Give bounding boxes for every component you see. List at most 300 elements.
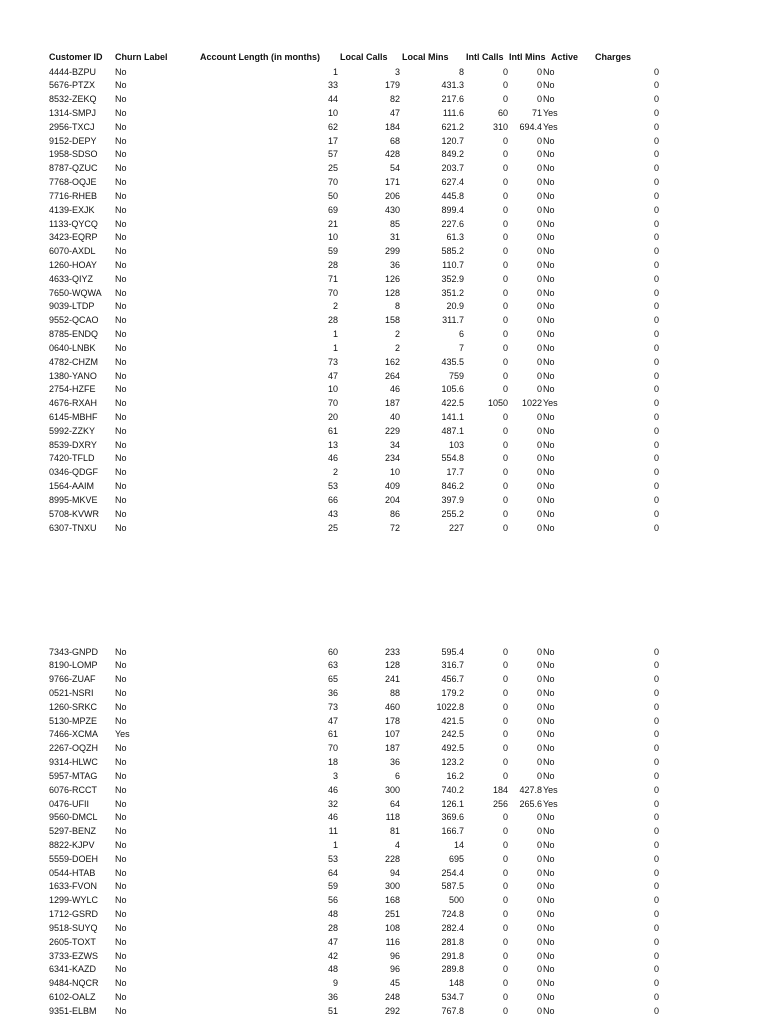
cell-intl-active: No [543,80,555,91]
cell-intl-mins: 0 [536,522,542,533]
cell-customer-id: 1260-HOAY [49,259,97,270]
cell-churn-label: No [115,674,127,685]
cell-customer-id: 1712-GSRD [49,909,99,920]
cell-churn-label: No [115,895,127,906]
cell-local-calls: 300 [384,784,400,795]
table-row [0,715,768,728]
cell-local-calls: 179 [384,80,400,91]
cell-intl-active: No [543,895,555,906]
cell-intl-active: No [543,674,555,685]
table-row [0,936,768,949]
cell-intl-mins: 0 [536,978,542,989]
cell-intl-active: No [543,660,555,671]
cell-churn-label: No [115,218,127,229]
cell-local-calls: 36 [389,757,400,768]
cell-intl-active: No [543,867,555,878]
table-row [0,287,768,300]
cell-local-calls: 6 [394,770,400,781]
table-row [0,356,768,369]
cell-churn-label: No [115,287,127,298]
cell-intl-mins: 0 [536,826,542,837]
cell-churn-label: No [115,867,127,878]
cell-account-length: 59 [327,881,338,892]
header-intl-mins: Intl Mins [509,52,546,62]
cell-churn-label: No [115,743,127,754]
cell-churn-label: No [115,384,127,395]
cell-account-length: 43 [327,508,338,519]
table-row [0,466,768,479]
cell-local-mins: 595.4 [441,646,464,657]
cell-intl-mins: 0 [536,687,542,698]
cell-charges: 0 [653,743,659,754]
cell-customer-id: 8995-MKVE [49,494,98,505]
cell-account-length: 47 [327,370,338,381]
cell-churn-label: No [115,646,127,657]
cell-churn-label: No [115,94,127,105]
cell-intl-active: No [543,453,555,464]
cell-charges: 0 [653,826,659,837]
cell-account-length: 18 [327,757,338,768]
cell-intl-calls: 0 [502,701,508,712]
cell-local-calls: 409 [384,481,400,492]
cell-intl-active: No [543,812,555,823]
cell-account-length: 70 [327,743,338,754]
cell-charges: 0 [653,370,659,381]
table-row [0,659,768,672]
cell-customer-id: 9484-NQCR [49,978,99,989]
table-row [0,231,768,244]
cell-local-calls: 47 [389,107,400,118]
cell-intl-mins: 0 [536,190,542,201]
cell-intl-active: No [543,646,555,657]
cell-intl-mins: 0 [536,839,542,850]
table-row [0,245,768,258]
cell-intl-active: No [543,853,555,864]
cell-intl-active: No [543,508,555,519]
cell-local-mins: 254.4 [441,867,464,878]
cell-account-length: 71 [327,273,338,284]
cell-churn-label: No [115,467,127,478]
cell-customer-id: 7650-WQWA [49,287,102,298]
cell-intl-calls: 0 [502,66,508,77]
cell-intl-calls: 0 [502,356,508,367]
cell-local-mins: 352.9 [441,273,464,284]
table-row [0,314,768,327]
cell-intl-calls: 0 [502,301,508,312]
cell-churn-label: No [115,909,127,920]
cell-local-mins: 16.2 [446,770,464,781]
cell-account-length: 47 [327,936,338,947]
cell-intl-mins: 0 [536,259,542,270]
cell-intl-calls: 0 [502,909,508,920]
cell-charges: 0 [653,94,659,105]
cell-account-length: 20 [327,412,338,422]
cell-intl-active: No [543,370,555,381]
header-charges: Charges [595,52,632,62]
cell-charges: 0 [653,246,659,257]
cell-intl-mins: 0 [536,950,542,961]
cell-customer-id: 9152-DEPY [49,135,97,146]
cell-local-mins: 281.8 [441,936,464,947]
cell-intl-active: No [543,687,555,698]
cell-intl-active: No [543,356,555,367]
cell-intl-active: Yes [543,121,558,132]
cell-churn-label: No [115,812,127,823]
cell-churn-label: No [115,412,127,422]
cell-account-length: 32 [327,798,338,809]
cell-intl-mins: 0 [536,94,542,105]
cell-account-length: 1 [332,66,338,77]
cell-churn-label: No [115,149,127,160]
cell-churn-label: Yes [115,729,130,740]
cell-intl-calls: 0 [502,950,508,961]
cell-customer-id: 1380-YANO [49,370,97,381]
cell-intl-mins: 0 [536,412,542,422]
table-row [0,439,768,452]
cell-customer-id: 8532-ZEKQ [49,94,97,105]
cell-intl-active: No [543,287,555,298]
cell-charges: 0 [653,259,659,270]
cell-customer-id: 1133-QYCQ [49,218,98,229]
cell-intl-calls: 0 [502,342,508,353]
cell-customer-id: 2267-OQZH [49,743,99,754]
cell-intl-calls: 0 [502,964,508,975]
table-row [0,894,768,907]
cell-charges: 0 [653,398,659,409]
cell-intl-calls: 0 [502,135,508,146]
cell-customer-id: 2605-TOXT [49,936,96,947]
cell-intl-active: No [543,232,555,243]
cell-intl-mins: 0 [536,922,542,933]
cell-churn-label: No [115,826,127,837]
cell-account-length: 28 [327,315,338,326]
cell-intl-calls: 0 [502,646,508,657]
cell-intl-mins: 0 [536,453,542,464]
cell-intl-mins: 0 [536,936,542,947]
cell-intl-calls: 0 [502,687,508,698]
cell-charges: 0 [653,384,659,395]
cell-charges: 0 [653,481,659,492]
table-row [0,950,768,963]
cell-intl-mins: 0 [536,315,542,326]
table-row [0,383,768,396]
cell-customer-id: 7716-RHEB [49,190,98,201]
cell-customer-id: 7768-OQJE [49,177,97,188]
cell-intl-calls: 0 [502,481,508,492]
cell-account-length: 36 [327,687,338,698]
cell-churn-label: No [115,439,127,450]
cell-intl-mins: 0 [536,232,542,243]
cell-churn-label: No [115,770,127,781]
cell-local-calls: 292 [384,1005,400,1016]
cell-intl-mins: 0 [536,715,542,726]
cell-local-calls: 171 [384,177,400,188]
cell-intl-calls: 0 [502,412,508,422]
cell-charges: 0 [653,895,659,906]
cell-local-calls: 428 [384,149,400,160]
cell-local-mins: 554.8 [441,453,464,464]
cell-account-length: 28 [327,922,338,933]
cell-charges: 0 [653,425,659,436]
cell-intl-active: No [543,770,555,781]
cell-intl-active: Yes [543,107,558,118]
cell-local-calls: 128 [384,660,400,671]
cell-local-calls: 36 [389,259,400,270]
cell-intl-active: No [543,177,555,188]
cell-intl-active: No [543,342,555,353]
cell-intl-calls: 0 [502,757,508,768]
cell-account-length: 50 [327,190,338,201]
cell-customer-id: 8190-LOMP [49,660,98,671]
cell-intl-active: No [543,467,555,478]
cell-account-length: 70 [327,287,338,298]
cell-charges: 0 [653,508,659,519]
table-row [0,135,768,148]
cell-intl-mins: 0 [536,135,542,146]
cell-local-mins: 148 [448,978,464,989]
cell-customer-id: 4444-BZPU [49,66,97,77]
cell-intl-mins: 0 [536,329,542,340]
cell-churn-label: No [115,342,127,353]
cell-charges: 0 [653,467,659,478]
header-account-length: Account Length (in months) [200,52,320,62]
cell-local-mins: 534.7 [441,992,464,1002]
cell-charges: 0 [653,674,659,685]
table-row [0,411,768,424]
table-row [0,963,768,976]
table-row [0,342,768,355]
cell-churn-label: No [115,370,127,381]
cell-account-length: 21 [327,218,338,229]
cell-intl-active: No [543,978,555,989]
cell-churn-label: No [115,978,127,989]
cell-charges: 0 [653,839,659,850]
cell-customer-id: 7420-TFLD [49,453,95,464]
cell-customer-id: 0346-QDGF [49,467,99,478]
cell-charges: 0 [653,177,659,188]
cell-intl-calls: 0 [502,494,508,505]
cell-local-mins: 14 [453,839,464,850]
cell-local-calls: 430 [384,204,400,215]
table-row [0,480,768,493]
cell-charges: 0 [653,439,659,450]
cell-churn-label: No [115,453,127,464]
cell-charges: 0 [653,798,659,809]
cell-intl-mins: 0 [536,1005,542,1016]
cell-local-calls: 96 [389,950,400,961]
cell-intl-mins: 0 [536,812,542,823]
cell-intl-calls: 256 [492,798,508,809]
cell-customer-id: 0544-HTAB [49,867,96,878]
table-row [0,148,768,161]
cell-customer-id: 1314-SMPJ [49,107,97,118]
cell-intl-mins: 0 [536,895,542,906]
cell-intl-calls: 0 [502,425,508,436]
cell-charges: 0 [653,204,659,215]
cell-local-calls: 229 [384,425,400,436]
cell-local-calls: 162 [384,356,400,367]
cell-local-mins: 282.4 [441,922,464,933]
cell-local-calls: 72 [389,522,400,533]
cell-intl-mins: 0 [536,301,542,312]
cell-intl-calls: 0 [502,273,508,284]
cell-intl-calls: 0 [502,922,508,933]
table-row [0,370,768,383]
cell-local-mins: 767.8 [441,1005,464,1016]
cell-intl-mins: 0 [536,729,542,740]
cell-account-length: 1 [332,329,338,340]
cell-intl-active: No [543,94,555,105]
cell-intl-mins: 265.6 [519,798,542,809]
cell-local-calls: 3 [394,66,400,77]
cell-local-mins: 311.7 [442,315,464,326]
cell-churn-label: No [115,301,127,312]
cell-local-calls: 94 [389,867,400,878]
cell-local-calls: 64 [389,798,400,809]
cell-intl-mins: 0 [536,342,542,353]
cell-local-calls: 206 [384,190,400,201]
cell-charges: 0 [653,646,659,657]
cell-intl-mins: 0 [536,177,542,188]
cell-local-mins: 20.9 [446,301,464,312]
cell-intl-active: Yes [543,398,558,409]
table-row [0,922,768,935]
cell-local-mins: 627.4 [441,177,464,188]
cell-customer-id: 8822-KJPV [49,839,95,850]
cell-local-calls: 2 [394,342,400,353]
cell-local-calls: 4 [394,839,400,850]
cell-charges: 0 [653,757,659,768]
cell-account-length: 10 [327,384,338,395]
cell-local-mins: 123.2 [441,757,464,768]
cell-intl-calls: 1050 [487,398,508,409]
table-row [0,425,768,438]
cell-local-mins: 435.5 [441,356,464,367]
cell-local-mins: 456.7 [441,674,464,685]
cell-intl-mins: 0 [536,964,542,975]
cell-account-length: 73 [327,356,338,367]
cell-churn-label: No [115,329,127,340]
cell-intl-mins: 0 [536,356,542,367]
cell-intl-mins: 0 [536,881,542,892]
cell-intl-active: No [543,494,555,505]
cell-churn-label: No [115,135,127,146]
cell-account-length: 46 [327,784,338,795]
table-row [0,825,768,838]
cell-customer-id: 0640-LNBK [49,342,96,353]
cell-intl-active: No [543,909,555,920]
cell-account-length: 56 [327,895,338,906]
cell-account-length: 69 [327,204,338,215]
cell-local-mins: 166.7 [441,826,464,837]
cell-churn-label: No [115,177,127,188]
cell-local-calls: 31 [389,232,400,243]
table-row [0,204,768,217]
cell-customer-id: 9560-DMCL [49,812,98,823]
cell-churn-label: No [115,246,127,257]
cell-intl-mins: 0 [536,481,542,492]
cell-intl-mins: 0 [536,439,542,450]
cell-customer-id: 1564-AAIM [49,481,95,492]
cell-local-calls: 178 [384,715,400,726]
cell-intl-mins: 0 [536,80,542,91]
header-local-calls: Local Calls [340,52,388,62]
cell-customer-id: 9039-LTDP [49,301,95,312]
cell-churn-label: No [115,1005,127,1016]
table-row [0,176,768,189]
cell-local-mins: 846.2 [441,481,464,492]
cell-account-length: 73 [327,701,338,712]
cell-local-mins: 585.2 [441,246,464,257]
header-intl-calls: Intl Calls [466,52,504,62]
cell-intl-calls: 0 [502,826,508,837]
cell-local-calls: 126 [384,273,400,284]
cell-intl-calls: 60 [497,107,508,118]
cell-customer-id: 1299-WYLC [49,895,99,906]
cell-local-calls: 88 [389,687,400,698]
cell-charges: 0 [653,867,659,878]
cell-local-calls: 187 [384,743,400,754]
cell-local-mins: 740.2 [441,784,464,795]
cell-customer-id: 6102-OALZ [49,992,96,1002]
cell-intl-calls: 0 [502,729,508,740]
cell-intl-mins: 0 [536,467,542,478]
cell-intl-active: No [543,301,555,312]
cell-customer-id: 8539-DXRY [49,439,97,450]
cell-local-calls: 81 [389,826,400,837]
cell-churn-label: No [115,259,127,270]
table-row [0,79,768,92]
cell-local-calls: 46 [389,384,400,395]
cell-intl-active: No [543,936,555,947]
cell-intl-mins: 0 [536,701,542,712]
cell-local-mins: 1022.8 [436,701,464,712]
cell-charges: 0 [653,315,659,326]
cell-charges: 0 [653,950,659,961]
cell-local-calls: 34 [389,439,400,450]
cell-intl-active: No [543,425,555,436]
cell-intl-mins: 0 [536,646,542,657]
cell-charges: 0 [653,107,659,118]
cell-account-length: 3 [332,770,338,781]
cell-local-calls: 86 [389,508,400,519]
cell-local-calls: 107 [384,729,400,740]
cell-intl-calls: 0 [502,439,508,450]
cell-charges: 0 [653,287,659,298]
table-row [0,839,768,852]
cell-intl-active: No [543,522,555,533]
table-row [0,397,768,410]
cell-churn-label: No [115,687,127,698]
cell-charges: 0 [653,66,659,77]
cell-intl-calls: 0 [502,881,508,892]
cell-local-calls: 116 [385,936,400,947]
cell-customer-id: 1958-SDSO [49,149,98,160]
cell-customer-id: 1633-FVON [49,881,98,892]
cell-local-mins: 105.6 [441,384,464,395]
cell-charges: 0 [653,218,659,229]
cell-intl-mins: 0 [536,867,542,878]
cell-local-mins: 849.2 [441,149,464,160]
cell-churn-label: No [115,66,127,77]
cell-charges: 0 [653,660,659,671]
cell-charges: 0 [653,301,659,312]
cell-intl-calls: 0 [502,895,508,906]
cell-local-mins: 126.1 [441,798,464,809]
cell-intl-mins: 0 [536,757,542,768]
cell-churn-label: No [115,798,127,809]
cell-local-calls: 233 [384,646,400,657]
